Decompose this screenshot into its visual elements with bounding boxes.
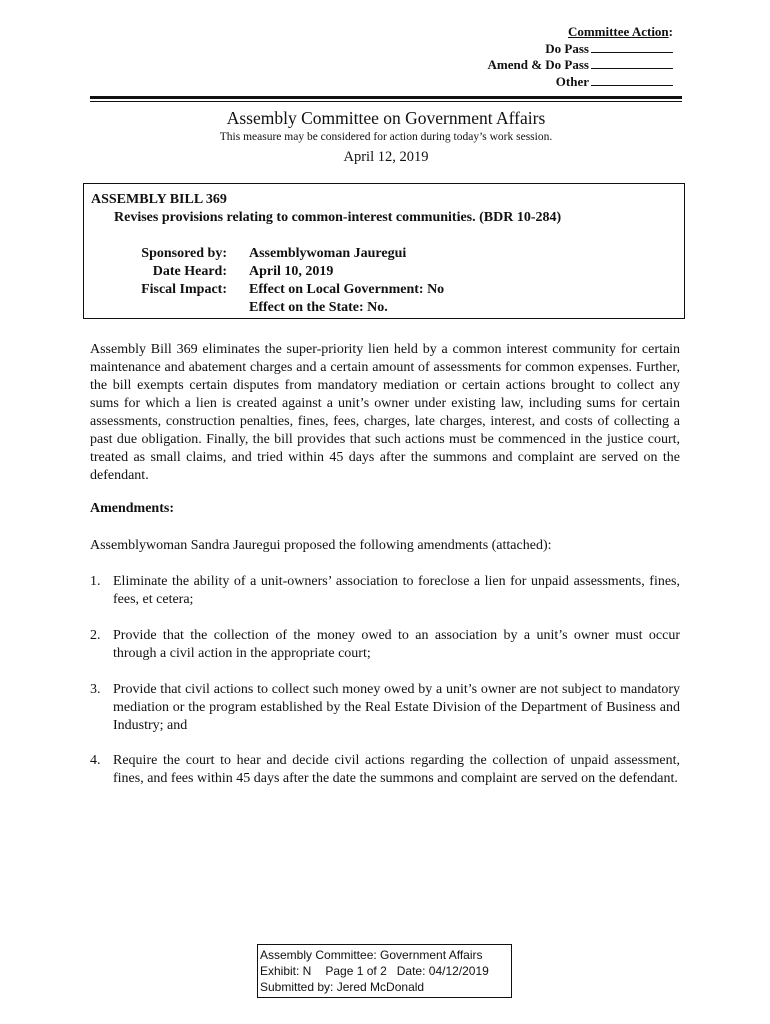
committee-action-colon: :	[668, 24, 673, 39]
committee-action-block	[488, 24, 673, 90]
header-rule-thin	[90, 101, 682, 102]
committee-action-heading-row	[488, 24, 673, 41]
amendment-item	[90, 573, 680, 609]
meeting-date: April 12, 2019	[343, 149, 429, 165]
date-heard-label: Date Heard:	[152, 264, 227, 279]
bill-info-box	[83, 183, 685, 319]
amend-do-pass-blank	[591, 57, 673, 69]
bill-info-labels	[84, 245, 227, 299]
exhibit-stamp	[257, 944, 512, 998]
amendment-item	[90, 752, 680, 788]
exhibit-page: Page 1 of 2	[325, 964, 387, 978]
header-rule-thick	[90, 96, 682, 99]
amendment-text: Eliminate the ability of a unit-owners’ association to foreclose a lien for unpaid assessments, fines, fees, et cetera;	[113, 574, 680, 607]
other-blank	[591, 74, 673, 86]
fiscal-state-value: Effect on the State: No.	[249, 300, 388, 315]
amendment-text: Provide that the collection of the money owed to an association by a unit’s owner must occur through a civil action in the appropriate court;	[113, 628, 680, 661]
page-title: Assembly Committee on Government Affairs	[226, 108, 546, 128]
amendment-text: Provide that civil actions to collect such money owed by a unit’s owner are not subject to mandatory mediation or the program established by the Real Estate Division of the Department of Business and Industry; and	[113, 682, 680, 733]
date-heard-value: April 10, 2019	[249, 264, 334, 279]
amendment-item	[90, 681, 680, 735]
bill-number: ASSEMBLY BILL 369	[91, 192, 227, 207]
amend-do-pass-label: Amend & Do Pass	[487, 57, 589, 72]
exhibit-date: Date: 04/12/2019	[396, 964, 489, 978]
amendments-heading: Amendments:	[90, 501, 174, 516]
sponsored-by-label: Sponsored by:	[141, 246, 227, 261]
amend-do-pass-row	[488, 57, 673, 74]
sponsor-value: Assemblywoman Jauregui	[249, 246, 407, 261]
exhibit-letter: Exhibit: N	[260, 964, 312, 978]
committee-action-heading: Committee Action	[567, 24, 669, 39]
exhibit-submitter: Submitted by: Jered McDonald	[260, 980, 425, 994]
fiscal-impact-label: Fiscal Impact:	[141, 282, 227, 297]
amendment-text: Require the court to hear and decide civil actions regarding the collection of unpaid assessment, fines, and fees within 45 days after the date the summons and complaint are served on the defendant.	[113, 753, 680, 786]
other-label: Other	[555, 73, 589, 89]
exhibit-committee: Assembly Committee: Government Affairs	[260, 948, 483, 962]
bill-description: Revises provisions relating to common-interest communities. (BDR 10-284)	[114, 210, 562, 225]
amendment-item	[90, 627, 680, 663]
page-subtitle: This measure may be considered for action during today’s work session.	[219, 131, 553, 143]
amendment-number: 1.	[90, 574, 101, 589]
do-pass-label: Do Pass	[545, 40, 589, 56]
do-pass-blank	[591, 41, 673, 53]
amendment-number: 3.	[90, 682, 101, 697]
fiscal-local-value: Effect on Local Government: No	[249, 282, 445, 297]
bill-summary: Assembly Bill 369 eliminates the super-priority lien held by a common interest community for certain maintenance and abatement charges and a certain amount of assessments for common expenses. Further, the bill exempts certain disputes from mandatory mediation or certain actions brought to collect any sums for which a lien is created against a unit’s owner under existing law, including sums for certain assessments, construction penalties, fines, fees, charges, late charges, interest, and costs of collecting a past due obligation. Finally, the bill provides that such actions must be commenced in the justice court, treated as small claims, and tried within 45 days after the summons and complaint are served on the defendant.	[90, 342, 680, 483]
other-row	[488, 74, 673, 91]
do-pass-row	[488, 41, 673, 58]
amendments-intro: Assemblywoman Sandra Jauregui proposed the following amendments (attached):	[90, 538, 552, 553]
exhibit-details-row	[260, 963, 511, 979]
bill-info-values	[249, 245, 444, 317]
amendment-number: 2.	[90, 628, 101, 643]
amendment-number: 4.	[90, 753, 101, 768]
